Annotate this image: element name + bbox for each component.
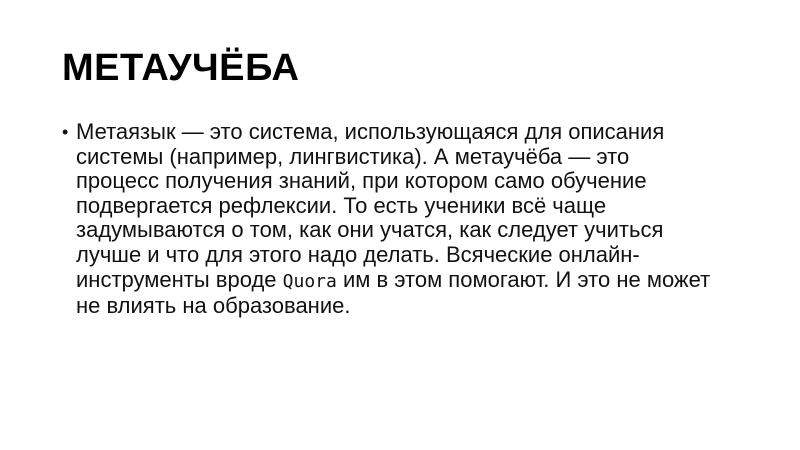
bullet-list — [62, 120, 712, 319]
bullet-text-part-1: Метаязык — это система, использующаяся для описания системы (например, лингвистика). А метаучёба — это процесс получения знаний, при котором само обучение подвергается рефлексии. То есть ученики всё чаще задумываются о том, как они учатся, как следует учиться лучше и что для этого надо делать. Всяческие онлайн-инструменты вроде — [76, 119, 665, 292]
slide-body — [62, 120, 712, 319]
bullet-text-part-2: им в этом помогают. И это не может не влиять на образование. — [76, 266, 711, 319]
bullet-item — [62, 120, 712, 319]
slide-title: МЕТАУЧЁБА — [62, 47, 300, 89]
quora-brand-text: Quora — [282, 270, 337, 292]
bullet-marker: • — [62, 122, 69, 142]
